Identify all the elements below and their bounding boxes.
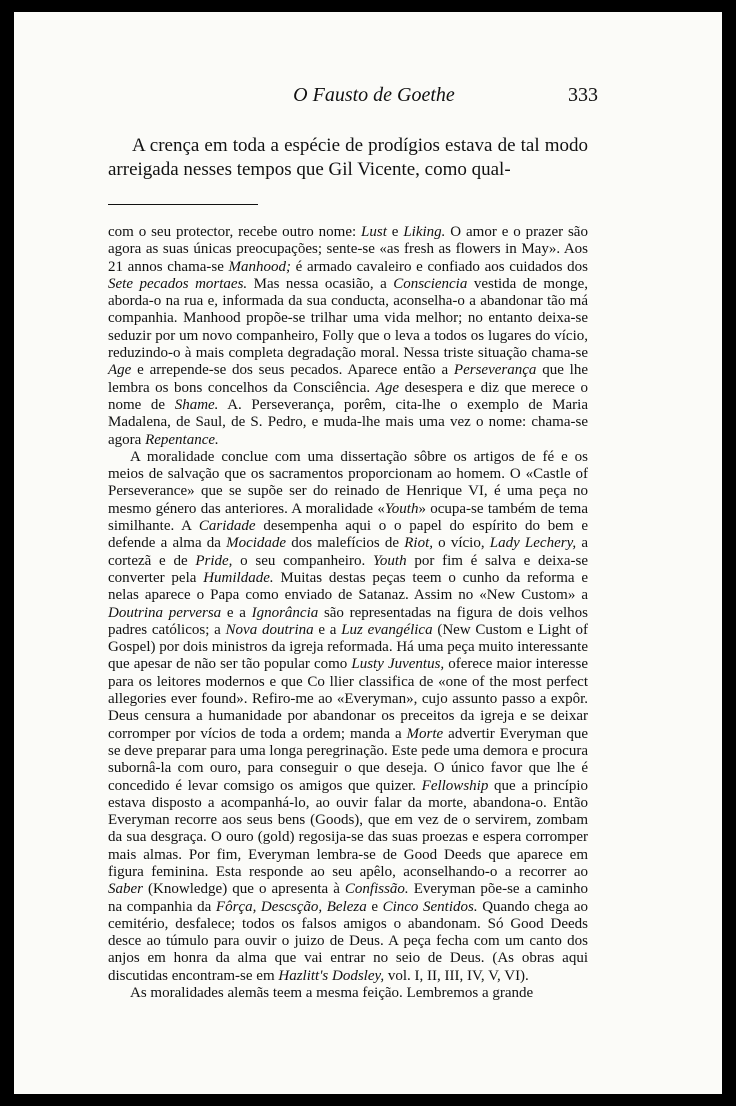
text-run: a cortezã e de	[108, 535, 588, 569]
italic-text: Shame.	[174, 396, 219, 413]
text-run: A. Perseverança, porêm, cita-lhe o exemplo de Maria Madalena, de Saul, de S. Pedro, e muda-lhe mais uma vez o nome: chama-se agora	[108, 396, 588, 448]
italic-text: Nova doutrina	[225, 621, 314, 638]
italic-text: Hazlitt's Dodsley,	[278, 967, 385, 984]
text-run: e	[386, 224, 404, 240]
italic-text: Pride,	[195, 552, 233, 569]
italic-text: Ignorância	[251, 604, 319, 621]
text-run: Muitas destas peças teem o cunho da reforma e nelas aparece o Papa como enviado de Satanaz. Assim no «New Custom» a	[108, 569, 588, 604]
italic-text: Cinco Sentidos.	[382, 898, 478, 915]
text-run: com o seu protector, recebe outro nome:	[108, 224, 362, 240]
italic-text: Lady Lechery,	[489, 535, 577, 552]
italic-text: Age	[375, 379, 400, 396]
italic-text: Mocidade	[226, 535, 287, 552]
italic-text: Manhood;	[228, 258, 292, 275]
italic-text: Sete pecados mortaes.	[108, 275, 248, 292]
footnote-paragraph	[108, 224, 588, 449]
italic-text: Doutrina perversa	[108, 604, 222, 621]
italic-text: Youth	[384, 500, 419, 517]
italic-text: Liking.	[403, 224, 446, 240]
text-run: Mas nessa ocasião, a	[247, 275, 394, 292]
footnote-paragraph	[108, 985, 588, 1002]
italic-text: Lusty Juventus,	[351, 656, 445, 673]
italic-text: Fôrça, Descsção, Beleza	[215, 898, 367, 915]
italic-text: Consciencia	[393, 275, 468, 292]
text-run: desempenha aqui o o papel do espírito do bem e defende a alma da	[108, 518, 589, 552]
text-run: Everyman põe-se a caminho na companhia da	[108, 881, 588, 915]
text-run: advertir Everyman que se deve preparar para uma longa peregrinação. Este pede uma demora e procura subornâ-la com ouro, para conseguir o que deseja. O único favor que lhe é concedido é levar comsigo os amigos que quizer.	[108, 725, 588, 794]
italic-text: Repentance.	[145, 431, 219, 448]
text-run: é armado cavaleiro e confiado aos cuidados dos	[291, 258, 588, 275]
text-run: e arrepende-se dos seus pecados. Aparece então a	[131, 362, 454, 379]
text-run: que a princípio estava disposto a acompanhá-lo, ao ouvir falar da morte, abandona-o. Então Everyman recorre aos seus bens (Goods), que em vez de o servirem, zombam da sua desgraça. O ouro (gold) regosija-se das suas proezas e espera corromper mais almas. Por fim, Everyman lembra-se de Good Deeds que aparece em figura feminina. Esta responde ao seu apêlo, aconselhando-o a recorrer ao	[108, 777, 588, 880]
italic-text: Perseverança	[453, 362, 537, 379]
page-number: 333	[568, 84, 598, 106]
text-run: » ocupa-se também de tema similhante. A	[108, 500, 589, 535]
italic-text: Luz evangélica	[341, 621, 433, 638]
text-run: A moralidade conclue com uma dissertação sôbre os artigos de fé e os meios de salvação que os sacramentos proporcionam ao homem. O «Castle of Perseverance» que se supõe ser do reinado de Henrique VI, é uma peça no mesmo género das anteriores. A moralidade «	[108, 448, 588, 517]
text-run: o seu companheiro.	[232, 552, 373, 569]
text-run: Quando chega ao cemitério, desfalece; todos os falsos amigos o abandonam. Só Good Deeds desce ao túmulo para ouvir o juizo de Deus. A peça fecha com um canto dos anjos em honra da alma que vai entrar no seio de Deus. (As obras aqui discutidas encontram-se em	[108, 898, 588, 984]
text-run: são representadas na figura de dois velhos padres católicos; a	[108, 604, 588, 638]
body-text	[108, 134, 588, 182]
page-header	[14, 84, 722, 114]
body-paragraph: A crença em toda a espécie de prodígios estava de tal modo arreigada nesses tempos que Gil Vicente, como qual-	[108, 135, 588, 180]
italic-text: Fellowship	[421, 777, 489, 794]
italic-text: Caridade	[198, 518, 256, 535]
text-run: e	[366, 898, 383, 915]
text-run: (New Custom e Light of Gospel) por dois ministros da igreja reformada. Há uma peça muito interessante que apesar de não ser tão popular como	[108, 621, 588, 673]
text-run: e a	[221, 604, 252, 621]
italic-text: Morte	[406, 725, 444, 742]
italic-text: Riot,	[404, 535, 433, 552]
text-run: O amor e o prazer são agora as suas únicas preocupações; sente-se «as fresh as flowers in May». Aos 21 annos chama-se	[108, 224, 588, 275]
text-run: desespera e diz que merece o nome de	[108, 379, 588, 413]
text-run: (Knowledge) que o apresenta à	[143, 881, 345, 898]
text-run: As moralidades alemãs teem a mesma feição. Lembremos a grande	[130, 985, 534, 1002]
footnote-paragraph	[108, 449, 588, 985]
text-run: o vício,	[433, 535, 490, 552]
text-run: vestida de monge, aborda-o na rua e, informada da sua conducta, aconselha-o a abandonar tão má companhia. Manhood propõe-se trilhar uma vida melhor; no entanto deixa-se seduzir por um novo companheiro, Folly que o leva a todos os lugares do vício, reduzindo-o à mais completa degradação moral. Nessa triste situação chama-se	[108, 275, 588, 362]
text-run: e a	[313, 621, 342, 638]
italic-text: Lust	[361, 224, 387, 240]
text-run: que lhe lembra os bons concelhos da Consciência.	[108, 362, 588, 396]
text-run: vol. I, II, III, IV, V, VI).	[384, 967, 529, 984]
italic-text: Confissão.	[344, 881, 409, 898]
italic-text: Saber	[108, 881, 143, 898]
text-run: dos malefícios de	[286, 535, 405, 552]
text-run: por fim é salva e deixa-se converter pela	[108, 552, 588, 586]
italic-text: Age	[108, 362, 132, 379]
footnote-rule	[108, 204, 258, 205]
footnote-block	[108, 224, 588, 1002]
book-page	[14, 12, 722, 1094]
text-run: oferece maior interesse para os leitores modernos e que Co llier classifica de «one of the most perfect allegories ever found». Refiro-me ao «Everyman», cujo assunto passo a expôr. Deus censura a humanidade por abandonar os preceitos da igreja e se deixar corromper por vícios de toda a ordem; manda a	[108, 656, 588, 742]
italic-text: Humildade.	[203, 569, 274, 586]
italic-text: Youth	[372, 552, 407, 569]
running-title: O Fausto de Goethe	[293, 84, 455, 106]
